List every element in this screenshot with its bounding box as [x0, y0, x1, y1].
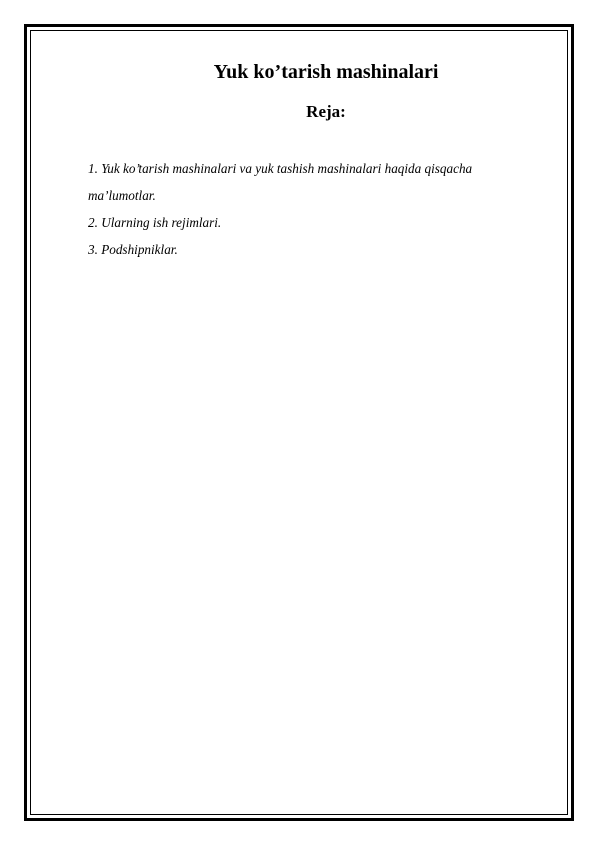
plan-heading: Reja: [306, 102, 346, 121]
document-title: Yuk ko’tarish mashinalari [213, 61, 439, 83]
plan-item: 3. Podshipniklar. [88, 242, 178, 257]
plan-list [88, 155, 518, 263]
page-border [24, 24, 574, 821]
plan-item: 1. Yuk ko’tarish mashinalari va yuk tashish mashinalari haqida qisqacha ma’lumotlar. [88, 161, 473, 203]
page-border-inner [30, 30, 568, 815]
plan-item: 2. Ularning ish rejimlari. [88, 215, 222, 230]
